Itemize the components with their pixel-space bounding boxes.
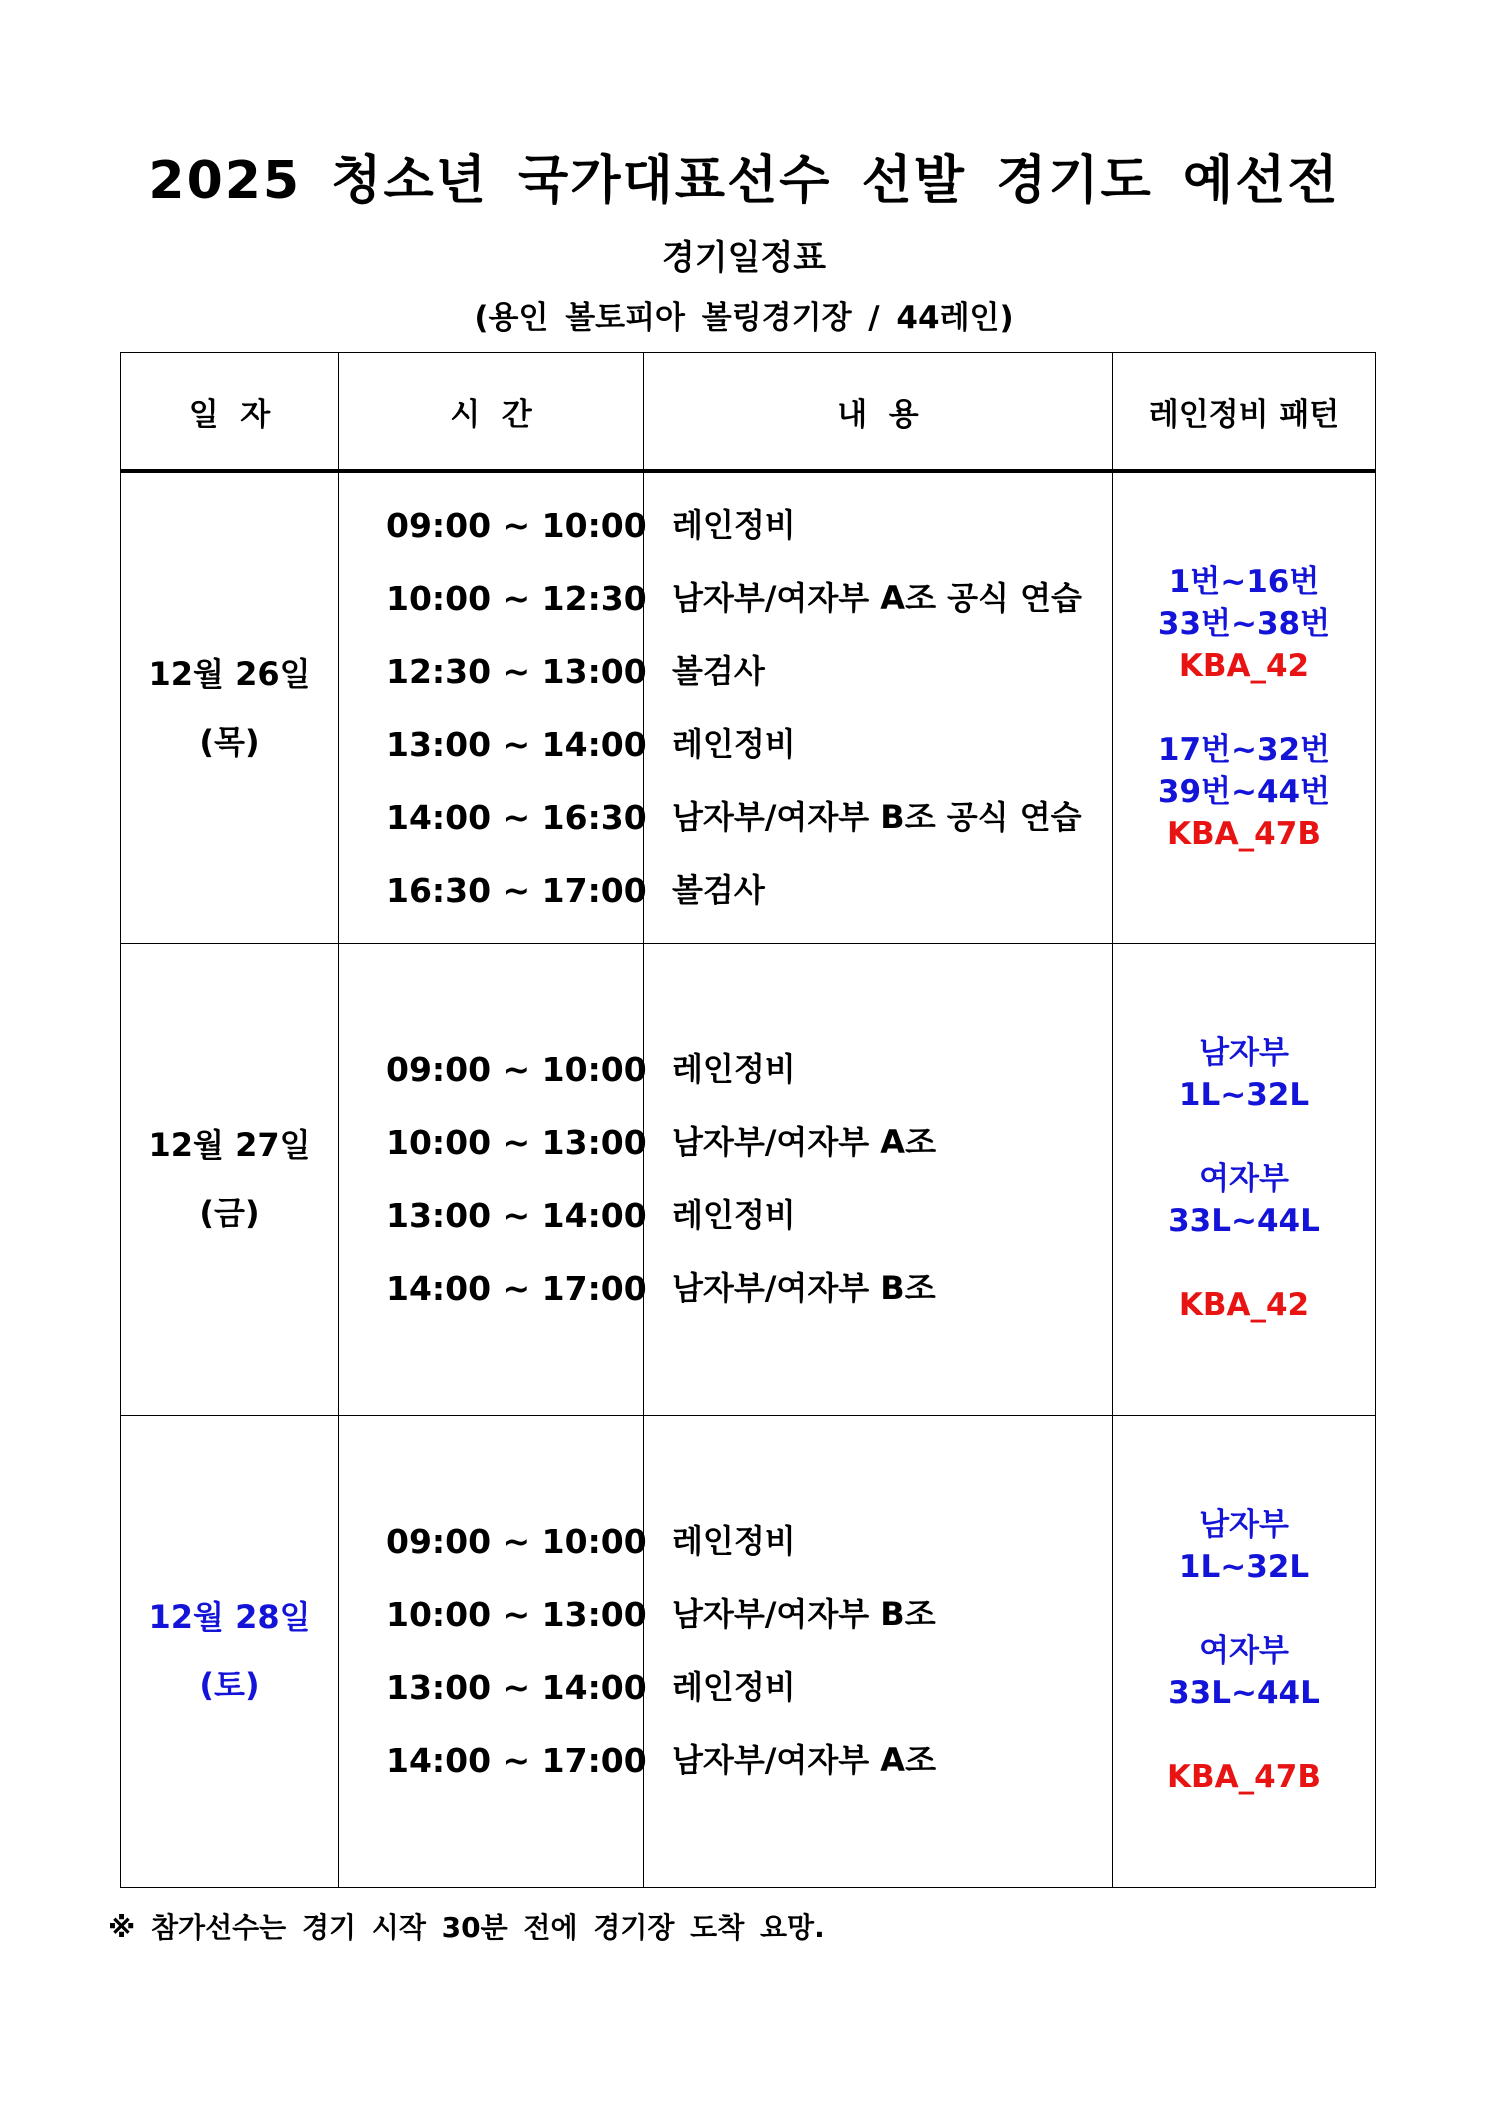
weekday-label: (금) — [199, 1194, 260, 1232]
content-item: 남자부/여자부 A조 공식 연습 — [672, 578, 1082, 617]
oil-pattern: KBA_47B — [1167, 1759, 1321, 1795]
content-item: 레인정비 — [672, 1522, 796, 1560]
footnote: ※ 참가선수는 경기 시작 30분 전에 경기장 도착 요망. — [108, 1911, 825, 1944]
date-cell — [121, 943, 339, 1415]
date-cell — [121, 471, 339, 943]
content-item: 남자부/여자부 B조 — [672, 1269, 936, 1307]
date-label: 12월 27일 — [148, 1126, 311, 1164]
time-slot: 13:00 ~ 14:00 — [386, 1668, 647, 1707]
content-item: 남자부/여자부 B조 공식 연습 — [672, 797, 1082, 836]
lane-range: 17번~32번 — [1157, 731, 1331, 768]
table-row — [121, 943, 1376, 1415]
table-header-row — [121, 353, 1376, 472]
schedule-table — [120, 352, 1376, 1888]
lane-range: 1L~32L — [1178, 1549, 1310, 1585]
time-slot: 13:00 ~ 14:00 — [386, 724, 647, 764]
oil-pattern: KBA_42 — [1178, 1287, 1310, 1323]
time-slot: 09:00 ~ 10:00 — [386, 1522, 647, 1561]
pattern-cell — [1113, 1415, 1376, 1887]
lane-range: 33L~44L — [1168, 1203, 1320, 1239]
content-item: 남자부/여자부 B조 — [672, 1595, 936, 1633]
weekday-label: (목) — [199, 722, 260, 761]
time-cell — [339, 471, 647, 943]
time-slot: 14:00 ~ 17:00 — [386, 1269, 647, 1308]
division-label: 남자부 — [1199, 1035, 1289, 1071]
time-slot: 14:00 ~ 17:00 — [386, 1741, 647, 1780]
oil-pattern: KBA_47B — [1167, 815, 1321, 852]
column-header-content: 내 용 — [644, 353, 1113, 472]
oil-pattern: KBA_42 — [1178, 647, 1310, 684]
time-cell — [339, 943, 647, 1415]
date-cell — [121, 1415, 339, 1887]
time-slot: 09:00 ~ 10:00 — [386, 1050, 647, 1089]
pattern-cell — [1113, 943, 1376, 1415]
content-item: 레인정비 — [672, 1050, 796, 1088]
content-item: 레인정비 — [672, 724, 796, 763]
time-cell — [339, 1415, 647, 1887]
division-label: 여자부 — [1199, 1161, 1289, 1197]
weekday-label: (토) — [199, 1666, 260, 1704]
division-label: 여자부 — [1199, 1633, 1289, 1669]
column-header-date: 일 자 — [121, 353, 339, 472]
time-slot: 10:00 ~ 12:30 — [386, 578, 647, 618]
lane-range: 1번~16번 — [1168, 563, 1320, 600]
time-slot: 16:30 ~ 17:00 — [386, 870, 647, 910]
content-item: 레인정비 — [672, 505, 796, 544]
content-item: 레인정비 — [672, 1196, 796, 1234]
time-slot: 12:30 ~ 13:00 — [386, 651, 647, 691]
time-slot: 14:00 ~ 16:30 — [386, 797, 647, 837]
table-row — [121, 471, 1376, 943]
pattern-cell — [1113, 471, 1376, 943]
lane-range: 33번~38번 — [1157, 605, 1331, 642]
time-slot: 10:00 ~ 13:00 — [386, 1123, 647, 1162]
document-subtitle: 경기일정표 — [661, 238, 827, 278]
venue-info: (용인 볼토피아 볼링경기장 / 44레인) — [474, 300, 1014, 336]
lane-range: 1L~32L — [1178, 1077, 1310, 1113]
content-item: 볼검사 — [672, 870, 765, 909]
document-title: 2025 청소년 국가대표선수 선발 경기도 예선전 — [148, 151, 1340, 211]
content-item: 레인정비 — [672, 1668, 796, 1706]
column-header-time: 시 간 — [339, 353, 644, 472]
time-slot: 10:00 ~ 13:00 — [386, 1595, 647, 1634]
date-label: 12월 26일 — [148, 654, 311, 693]
content-cell — [644, 1415, 1113, 1887]
content-cell — [644, 943, 1113, 1415]
time-slot: 09:00 ~ 10:00 — [386, 505, 647, 545]
table-row — [121, 1415, 1376, 1887]
time-slot: 13:00 ~ 14:00 — [386, 1196, 647, 1235]
column-header-pattern: 레인정비 패턴 — [1113, 353, 1376, 472]
content-item: 남자부/여자부 A조 — [672, 1741, 936, 1779]
lane-range: 39번~44번 — [1157, 773, 1331, 810]
content-item: 남자부/여자부 A조 — [672, 1123, 936, 1161]
content-cell — [644, 471, 1113, 943]
content-item: 볼검사 — [672, 651, 765, 690]
division-label: 남자부 — [1199, 1507, 1289, 1543]
date-label: 12월 28일 — [148, 1598, 311, 1636]
lane-range: 33L~44L — [1168, 1675, 1320, 1711]
